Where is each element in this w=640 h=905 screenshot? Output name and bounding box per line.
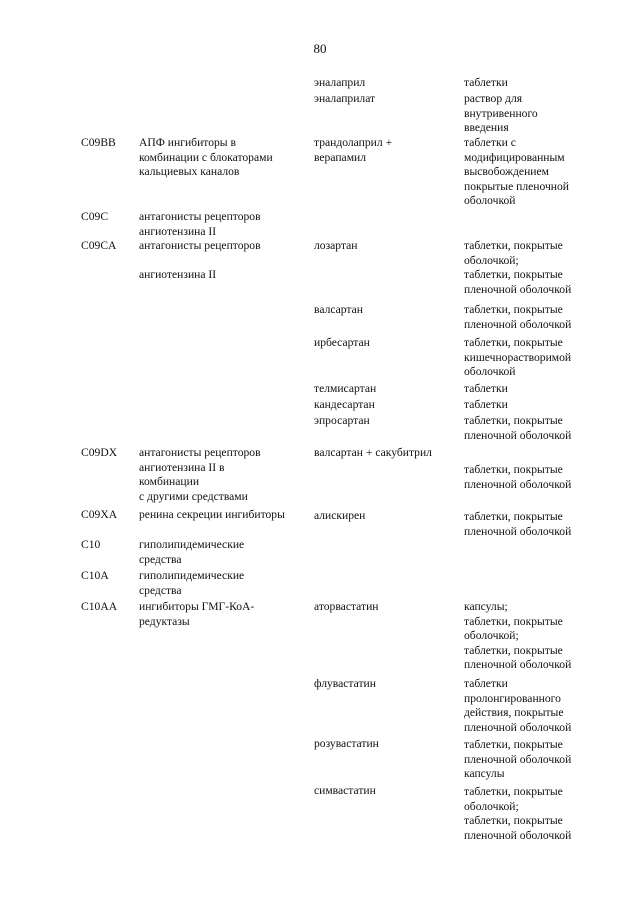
dosage-form: таблетки, покрытые оболочкой; таблетки, покрытые пленочной оболочкой	[464, 239, 572, 296]
atc-code: C10	[81, 538, 101, 551]
drug-name: валсартан	[314, 303, 363, 316]
drug-name: симвастатин	[314, 784, 376, 797]
drug-name: алискирен	[314, 509, 366, 522]
atc-code: C10AA	[81, 600, 118, 613]
drug-name: розувастатин	[314, 737, 379, 750]
drug-name: аторвастатин	[314, 600, 379, 613]
drug-name: валсартан + сакубитрил	[314, 446, 432, 459]
drug-name: лозартан	[314, 239, 358, 252]
dosage-form: таблетки с модифицированным высвобождением покрытые пленочной оболочкой	[464, 136, 569, 208]
dosage-form: таблетки	[464, 76, 508, 89]
drug-name: эналаприл	[314, 76, 366, 89]
atc-code: C09XA	[81, 508, 118, 521]
atc-code: C09CA	[81, 239, 117, 252]
atc-description: антагонисты рецепторов ангиотензина II	[139, 210, 261, 238]
drug-name: телмисартан	[314, 382, 377, 395]
atc-description: АПФ ингибиторы в комбинации с блокаторами кальциевых каналов	[139, 136, 273, 179]
dosage-form: таблетки	[464, 382, 508, 395]
dosage-form: таблетки, покрытые пленочной оболочкой	[464, 510, 572, 538]
dosage-form: таблетки, покрытые пленочной оболочкой	[464, 463, 572, 491]
page-number: 80	[313, 41, 327, 56]
drug-name: ирбесартан	[314, 336, 370, 349]
atc-description: ингибиторы ГМГ-КоА- редуктазы	[139, 600, 255, 628]
atc-code: C09DX	[81, 446, 118, 459]
dosage-form: таблетки, покрытые пленочной оболочкой капсулы	[464, 738, 572, 781]
dosage-form: таблетки	[464, 398, 508, 411]
drug-name: кандесартан	[314, 398, 375, 411]
dosage-form: таблетки, покрытые пленочной оболочкой	[464, 414, 572, 442]
drug-name: эналаприлат	[314, 92, 376, 105]
atc-code: C09C	[81, 210, 109, 223]
atc-description: гиполипидемические средства	[139, 538, 245, 566]
drug-name: эпросартан	[314, 414, 370, 427]
atc-code: C09BB	[81, 136, 116, 149]
dosage-form: таблетки пролонгированного действия, покрытые пленочной оболочкой	[464, 677, 572, 734]
dosage-form: таблетки, покрытые пленочной оболочкой	[464, 303, 572, 331]
drug-name: трандолаприл + верапамил	[314, 136, 393, 164]
dosage-form: капсулы; таблетки, покрытые оболочкой; таблетки, покрытые пленочной оболочкой	[464, 600, 572, 672]
atc-description: антагонисты рецепторов ангиотензина II	[139, 239, 261, 282]
dosage-form: таблетки, покрытые кишечнорастворимой оболочкой	[464, 336, 572, 379]
dosage-form: таблетки, покрытые оболочкой; таблетки, покрытые пленочной оболочкой	[464, 785, 572, 842]
atc-description: гиполипидемические средства	[139, 569, 245, 597]
atc-description: антагонисты рецепторов ангиотензина II в комбинации с другими средствами	[139, 446, 261, 503]
drug-name: флувастатин	[314, 677, 376, 690]
atc-description: ренина секреции ингибиторы	[139, 508, 285, 521]
dosage-form: раствор для внутривенного введения	[464, 92, 538, 135]
atc-code: C10A	[81, 569, 109, 582]
